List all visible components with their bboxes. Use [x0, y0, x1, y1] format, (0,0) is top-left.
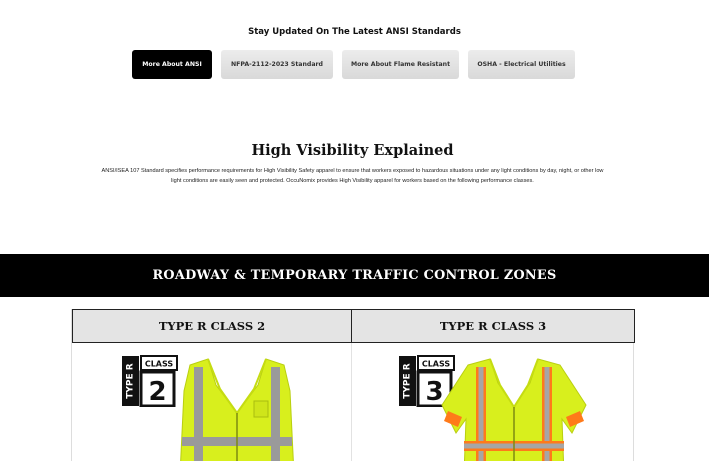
- badge-class-label: CLASS: [144, 359, 174, 369]
- section-title: ROADWAY & TEMPORARY TRAFFIC CONTROL ZONES: [152, 268, 557, 283]
- badge-type-label: TYPE R: [125, 363, 136, 399]
- flame-resistant-button[interactable]: More About Flame Resistant: [342, 50, 459, 79]
- badge-class-number: 3: [425, 377, 444, 407]
- class-heading-right: TYPE R CLASS 3: [351, 309, 635, 343]
- class-3-vest-image: [440, 355, 588, 461]
- nfpa-2112-2023-button[interactable]: NFPA-2112-2023 Standard: [221, 50, 333, 79]
- stay-updated-title: Stay Updated On The Latest ANSI Standards: [248, 27, 461, 37]
- section-band: [0, 254, 709, 297]
- badge-class-number: 2: [148, 377, 167, 407]
- standards-nav: [132, 50, 575, 79]
- class-2-vest-image: [172, 355, 302, 461]
- badge-class-label: CLASS: [421, 359, 451, 369]
- more-about-ansi-button[interactable]: More About ANSI: [132, 50, 212, 79]
- badge-type-label: TYPE R: [402, 363, 413, 399]
- osha-electrical-button[interactable]: OSHA - Electrical Utilities: [468, 50, 575, 79]
- high-visibility-description: ANSI/ISEA 107 Standard specifies performance requirements for High Visibility Safety apparel to ensure that workers exposed to hazardous situations under any light conditions by day, night, or other low light conditions are easily seen and protected. OccuNomix provides High Visibility apparel for workers based on the following performance classes.: [101, 168, 604, 184]
- class-comparison-table: [71, 309, 634, 461]
- column-divider: [351, 343, 352, 461]
- class-heading-left: TYPE R CLASS 2: [72, 309, 352, 343]
- type-r-class-2-badge-icon: [121, 355, 179, 407]
- high-visibility-title: High Visibility Explained: [251, 142, 454, 159]
